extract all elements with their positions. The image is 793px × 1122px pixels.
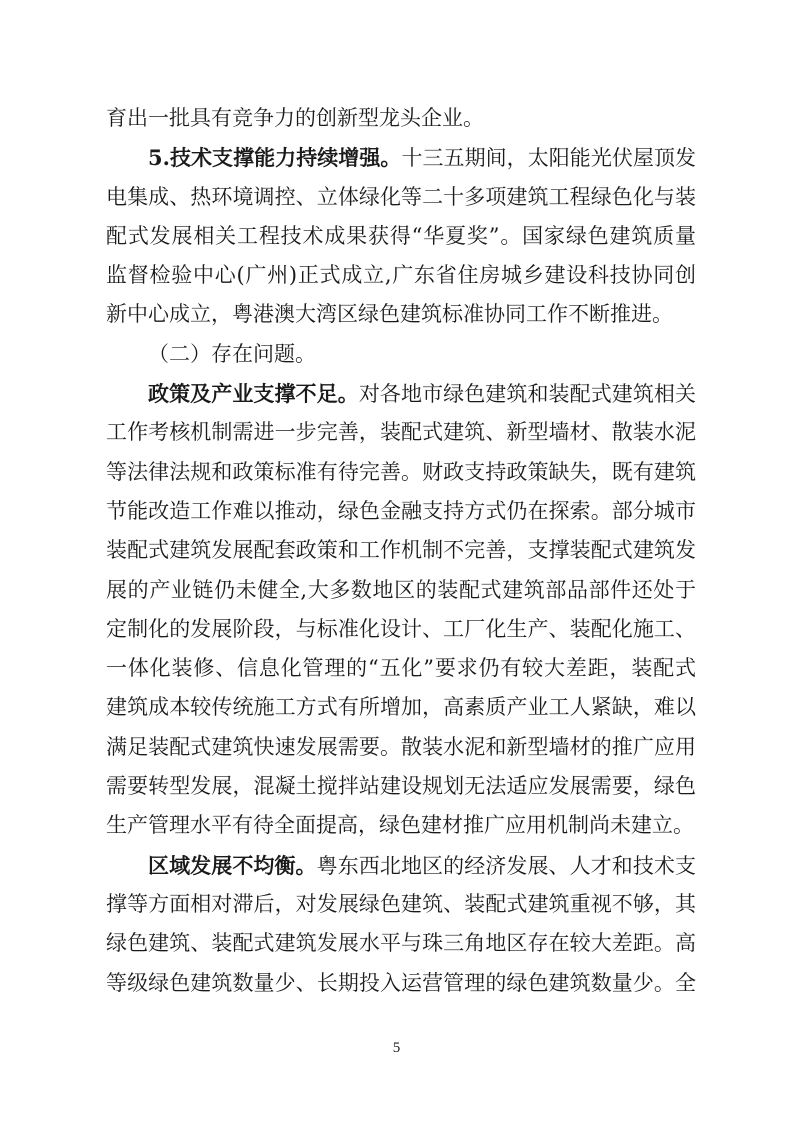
text-line — [106, 806, 696, 845]
line-text: 定制化的发展阶段，与标准化设计、工厂化生产、装配化施工、 — [106, 616, 696, 641]
text-line — [106, 138, 696, 177]
line-text: 电集成、热环境调控、立体绿化等二十多项建筑工程绿色化与装 — [106, 184, 696, 209]
line-text: 等级绿色建筑数量少、长期投入运营管理的绿色建筑数量少。全 — [106, 970, 696, 995]
line-text: 粤东西北地区的经济发展、人才和技术支 — [316, 853, 696, 878]
bold-lead-text: 区域发展不均衡。 — [148, 852, 317, 878]
line-text: 绿色建筑、装配式建筑发展水平与珠三角地区存在较大差距。高 — [106, 931, 696, 956]
line-text: 需要转型发展，混凝土搅拌站建设规划无法适应发展需要，绿色 — [106, 774, 696, 799]
text-line — [106, 217, 696, 256]
page-number: 5 — [392, 1040, 401, 1056]
line-text: 装配式建筑发展配套政策和工作机制不完善，支撑装配式建筑发 — [106, 538, 696, 563]
text-line — [106, 295, 696, 334]
line-text: 展的产业链仍未健全,大多数地区的装配式建筑部品部件还处于 — [106, 577, 696, 602]
body-text — [106, 99, 696, 1003]
text-line — [106, 374, 696, 413]
line-text: 工作考核机制需进一步完善，装配式建筑、新型墙材、散装水泥 — [106, 420, 696, 445]
line-text: 监督检验中心(广州)正式成立,广东省住房城乡建设科技协同创 — [106, 263, 696, 288]
text-line — [106, 610, 696, 649]
text-line — [106, 688, 696, 727]
text-line — [106, 924, 696, 963]
bold-lead-text: 政策及产业支撑不足。 — [148, 381, 359, 407]
text-line — [106, 885, 696, 924]
line-text: （二）存在问题。 — [148, 341, 316, 366]
text-line — [106, 728, 696, 767]
text-line — [106, 99, 696, 138]
line-text: 育出一批具有竞争力的创新型龙头企业。 — [106, 106, 484, 130]
line-text: 一体化装修、信息化管理的“五化”要求仍有较大差距，装配式 — [106, 656, 696, 681]
line-text: 满足装配式建筑快速发展需要。散装水泥和新型墙材的推广应用 — [106, 734, 696, 759]
text-line — [106, 964, 696, 1003]
line-text: 新中心成立，粤港澳大湾区绿色建筑标准协同工作不断推进。 — [106, 302, 673, 327]
text-line — [106, 413, 696, 452]
line-text: 节能改造工作难以推动，绿色金融支持方式仍在探索。部分城市 — [106, 498, 696, 523]
text-line — [106, 178, 696, 217]
line-text: 撑等方面相对滞后，对发展绿色建筑、装配式建筑重视不够，其 — [106, 891, 696, 916]
text-line — [106, 767, 696, 806]
text-line — [106, 531, 696, 570]
line-text: 建筑成本较传统施工方式有所增加，高素质产业工人紧缺，难以 — [106, 695, 696, 720]
line-text: 等法律法规和政策标准有待完善。财政支持政策缺失，既有建筑 — [106, 459, 696, 484]
text-line — [106, 649, 696, 688]
text-line — [106, 453, 696, 492]
text-line — [106, 335, 696, 374]
line-text: 配式发展相关工程技术成果获得“华夏奖”。国家绿色建筑质量 — [106, 223, 696, 248]
text-line — [106, 492, 696, 531]
line-text: 十三五期间，太阳能光伏屋顶发 — [401, 146, 696, 171]
line-text: 生产管理水平有待全面提高，绿色建材推广应用机制尚未建立。 — [106, 813, 694, 838]
bold-lead-text: 5.技术支撑能力持续增强。 — [148, 145, 402, 171]
text-line — [106, 571, 696, 610]
text-line — [106, 256, 696, 295]
line-text: 对各地市绿色建筑和装配式建筑相关 — [358, 382, 696, 407]
text-line — [106, 846, 696, 885]
